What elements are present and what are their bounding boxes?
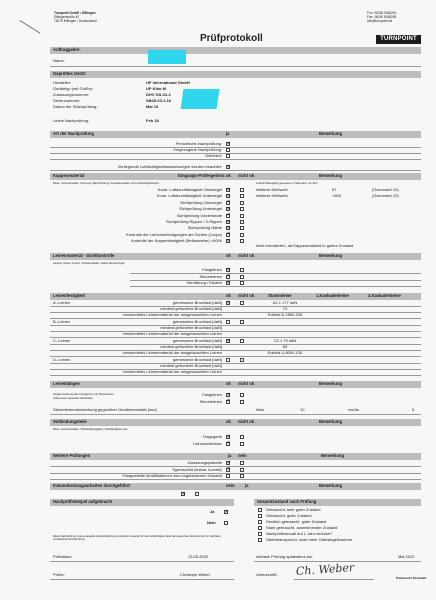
leinen-ok-checkbox[interactable] [226,281,230,285]
kappe-nok-checkbox[interactable] [240,226,244,230]
verbindung-nok-checkbox[interactable] [240,435,244,439]
kappe-item-label: Kontrolle der Kappenfestigkeit (Bettsometer) >6000 [130,238,222,244]
pruefdatum-value: 13.05.2020 [188,554,209,559]
fest-row-value: 74 [282,306,288,311]
leinen-nok-checkbox[interactable] [240,281,244,285]
contact-email: info@turnpoint.de [367,19,393,23]
fest-row-value: Edelrid A-7850-200 [267,312,303,317]
fest-row-label: mindest geforderte Bruchlast [daN] [160,306,222,311]
zustand-checkbox[interactable] [258,514,262,518]
art-item-checkbox[interactable] [226,154,230,158]
fest-nok-checkbox[interactable] [240,320,244,324]
leinen-nok-checkbox[interactable] [240,268,244,272]
kappe-nok-checkbox[interactable] [240,220,244,224]
leinen-header: Leinenmaterial - Sichtkontrolle ok nicht ok Bemerkung [50,253,421,260]
zustand-checkbox[interactable] [258,538,262,542]
kappe-item-label: Sichtprüfung Untersegel [179,206,222,212]
pruefdatum-label: Prüfdatum: [53,554,73,559]
kappe-nok-checkbox[interactable] [240,214,244,218]
weitere-header: Weitere Prüfungen ja nein Bemerkung [50,453,421,460]
steuer-label: Steuerleinenabweichung gegenüber Gerätekennblatt [mm] [53,407,157,412]
weitere-nein-checkbox[interactable] [240,474,244,478]
stempel-disclaimer: Diese Nachprüfung ist eine aktuelle Zustandsprüfung und keine Garantie für die Lufttüchtigkeit über den gesamten Zeitraum bis zur nächsten empfohlenen Nachprüfung. [53,535,221,542]
kappe-item-label: Kontrolle der Leinenbefestigungen am Schirm (Loops) [126,231,222,237]
device-field-value: UP Kibo M [146,86,166,91]
zustand-item-label: Stark gebraucht, ausreichender Zustand [266,525,338,530]
zustand-checkbox[interactable] [258,532,262,536]
art-item-checkbox[interactable] [226,165,230,169]
kappe-ok-checkbox[interactable] [226,214,230,218]
fest-row-label: gemessene Bruchlast [daN] [172,300,222,305]
kappe-item-label: Sichtprüfung Nähte [187,225,222,231]
fest-group-name: B.-Leinen [53,319,71,324]
kappe-desc: Risse, Scheuerstellen, Dehnung, Beschichtung, Reparaturstellen und Lufttüchtigkeitsprüf. [53,182,160,185]
kappe-ok-checkbox[interactable] [226,194,230,198]
page-title: Prüfprotokoll [200,33,263,44]
last-check-value: Feb 18 [146,118,159,123]
zustand-item-label: Deutlich gebraucht, guter Zustand [266,519,327,524]
kappe-meas-grenz: (Grenzwert 10) [372,187,399,192]
kappe-nok-checkbox[interactable] [240,239,244,243]
art-header: Art der Nachprüfung ja Bemerkung [50,131,421,138]
stempel-ja-label: Ja [210,509,215,514]
kappe-final-note: nicht erforderlich, da Kappenmaterial in gutem Zustand [256,243,354,248]
redaction-block [148,50,186,64]
kappe-header: Kappenmaterial Eingangs-Prüfergebnis: ok nicht ok Bemerkung [50,173,421,180]
zustand-item-label: Nachprüfintervall auf 1 Jahr verkürzt ! [266,531,333,536]
fest-group-name: C.-Leinen [53,338,71,343]
art-item-label: Gelichtet: [205,153,222,158]
instand-ja-checkbox[interactable] [195,492,199,496]
device-field-label: Hersteller: [53,80,72,85]
fest-row-label: verwendetes Leinenmaterial der ausgetauschten Leinen [122,369,222,374]
kappe-nok-checkbox[interactable] [240,233,244,237]
leinen-item-label: Vernähung / Knoten [186,280,222,285]
fest-row-value: Edelrid U-8000-130 [267,350,303,355]
contact-fon: Fon: 06036 9048261 [367,11,397,15]
zustand-item-label: Gebraucht, guter Zustand [266,513,312,518]
fest-ok-checkbox[interactable] [226,301,230,305]
device-field-value: XB45-03-1-16 [146,98,172,103]
zustand-checkbox[interactable] [258,520,262,524]
kappe-ok-checkbox[interactable] [226,201,230,205]
redaction-block [181,89,220,109]
links-value: 10 [300,407,305,412]
fest-row-label: verwendetes Leinenmaterial der ausgetauschten Leinen [122,331,222,336]
fest-row-label: verwendetes Leinenmaterial der ausgetauschten Leinen [122,350,222,355]
verbindung-ok-checkbox[interactable] [226,435,230,439]
pruefer-value: Christoph Weber [180,572,210,577]
leinen-item-label: Fangleinen [202,267,222,272]
kappe-ok-checkbox[interactable] [226,220,230,224]
device-field-value: DHV GS-01-2 [146,92,171,97]
verbindung-item-label: Leinenschlösser [193,440,222,446]
fest-group-name: D.-Leinen [53,357,71,362]
instand-nein-checkbox[interactable] [181,492,185,496]
fest-header: Leinenfestigkeit ok nicht ok Stammleine 1.Kaskadenleine 2.Kaskadenleine [50,293,421,300]
company-street: Ettlingerstraße 40 [54,15,80,19]
weitere-ja-checkbox[interactable] [226,474,230,478]
fest-row-value: 65 [282,344,288,349]
verbindung-nok-checkbox[interactable] [240,442,244,446]
leinen-ok-checkbox[interactable] [226,275,230,279]
fest-ok-checkbox[interactable] [226,320,230,324]
kappe-meas-value: 67 [332,187,337,192]
leinen-item-label: Steuerleinen [199,273,222,279]
kappe-nok-checkbox[interactable] [240,188,244,192]
kappe-meas-grenz: (Grenzwert 10) [372,193,399,199]
stempel-header: Nachprüfstempel aufgebracht [50,499,234,506]
device-header: Geprüftes Gerät: [50,71,421,78]
device-field-value: UP International GmbH [146,80,190,85]
fest-row-label: mindest geforderte Bruchlast [daN] [160,363,222,368]
kappe-meas-label: mittlerer Meßwert: [256,193,289,199]
laengen-ok-checkbox[interactable] [226,393,230,397]
links-label: links [256,407,265,412]
art-item-label: Periodische-Nachprüfung: [175,141,222,146]
verbindung-header: Verbindungsteile ok nicht ok Bemerkung [50,419,421,426]
kappe-meas-label: mittlerer Meßwert: [256,187,289,192]
fest-ok-checkbox[interactable] [226,339,230,343]
kappe-ok-checkbox[interactable] [226,207,230,211]
laengen-ok-checkbox[interactable] [226,400,230,404]
fest-nok-checkbox[interactable] [240,358,244,362]
page-stamp: Prüfbericht Deckblatt [396,576,427,580]
paper-crease [20,20,41,33]
kappe-item-label: Kontr. Luftdurchlässigkeit Obersegel [157,187,222,192]
kappe-ok-checkbox[interactable] [226,188,230,192]
kappe-ok-checkbox[interactable] [226,233,230,237]
art-item-label: Vorgezogene Nachprüfung: [173,147,222,152]
company-city: 76275 Ettlingen / Deutschland [54,19,97,23]
weitere-nein-checkbox[interactable] [240,468,244,472]
zustand-item-label: Überbeansprucht, nicht mehr Gütesiegelkonform [266,537,353,542]
company-name: Turnpoint GmbH • Ettlingen [54,11,96,15]
logo: TURNPOINT [376,35,421,44]
device-field-label: Zulassungsnummer: [53,92,90,97]
device-field-value: Mai 16 [146,104,159,109]
stempel-ja-checkbox[interactable] [224,510,228,514]
customer-header: Auftraggeber: [50,47,421,54]
signature: Ch. Weber [295,560,355,579]
kappe-nok-checkbox[interactable] [240,194,244,198]
kappe-nok-checkbox[interactable] [240,201,244,205]
fest-ok-checkbox[interactable] [226,358,230,362]
leinen-desc: Längen: Risse, Knoten, Scheuerstellen, starke Abnutzungen [53,262,125,265]
signature-label: Unterschrift: [256,572,278,577]
kappe-bem-note: Luftdurchlässigkeit gemessen in Sekunden mit JDC: [256,182,319,185]
contact-fax: Fax: 06036 9048265 [367,15,397,19]
fest-row-label: mindest geforderte Bruchlast [daN] [160,344,222,349]
instand-header: Instandsetzungsarbeiten durchgeführt: nein ja Bemerkung [50,483,421,490]
weitere-item-label: Typenschild (lesbar, korrekt) [171,466,222,472]
laengen-nok-checkbox[interactable] [240,400,244,404]
art-item-label: Vorliegende Lufttüchtigkeitsanweisungen wurden beachtet: [117,164,222,169]
laengen-desc-2: (siehe auch separates Messblatt) [53,397,93,400]
fest-row-label: gemessene Bruchlast [daN] [172,357,222,362]
verbindung-desc: Risse, Scheuerstellen, Schweißgüngigkeit, Vollständigkeit usw. [53,428,128,431]
fest-nok-checkbox[interactable] [240,301,244,305]
verbindung-ok-checkbox[interactable] [226,442,230,446]
fest-row-label: gemessene Bruchlast [daN] [172,319,222,324]
leinen-nok-checkbox[interactable] [240,275,244,279]
laengen-item-label: Steuerleinen [199,398,222,404]
zustand-checkbox[interactable] [258,508,262,512]
rechts-label: rechts [348,407,359,412]
laengen-header: Leinenlängen ok nicht ok Bemerkung [50,381,421,388]
fest-group-name: A.-Leinen [53,300,71,305]
kappe-ok-checkbox[interactable] [226,226,230,230]
pruefer-label: Prüfer: [53,572,66,577]
next-check-value: Mai 2022 [398,554,415,559]
fest-row-label: verwendetes Leinenmaterial der ausgetauschten Leinen [122,312,222,317]
next-check-label: nächste Prüfung spätestens bis: [256,554,313,559]
fest-nok-checkbox[interactable] [240,339,244,343]
weitere-ja-checkbox[interactable] [226,468,230,472]
weitere-nein-checkbox[interactable] [240,461,244,465]
device-field-label: Datum der Stückprüfung: [53,104,98,109]
weitere-item-label: Festgestellte Modifikationen zum zugelassenen Zustand [122,473,222,478]
last-check-label: Letzte Nachprüfung: [53,118,90,123]
kappe-item-label: Sichtprüfung Obersegel [179,199,222,205]
verbindung-item-label: Tragegurte [202,434,222,439]
kappe-meas-value: >500 [332,193,342,199]
zustand-header: Gesamtzustand nach Prüfung [254,499,421,506]
laengen-nok-checkbox[interactable] [240,393,244,397]
fest-row-label: gemessene Bruchlast [daN] [172,338,222,343]
laengen-desc-1: Längenmessung aller Fangleinen und Steuerleinen [53,393,114,396]
kappe-nok-checkbox[interactable] [240,207,244,211]
zustand-item-label: Gebraucht, sehr guter Zustand [266,507,321,512]
customer-name-label: Name: [53,58,65,63]
weitere-ja-checkbox[interactable] [226,461,230,465]
fest-row-value: C2.1 79 daN [273,338,297,343]
kappe-item-label: Sichtprüfung Rippen / V-Rippen [165,219,222,224]
rechts-value: 5 [412,407,415,412]
laengen-item-label: Fangleinen [202,392,222,397]
stempel-nein-checkbox[interactable] [224,521,228,525]
zustand-checkbox[interactable] [258,526,262,530]
weitere-item-label: Zulassungsplakette [187,460,222,465]
kappe-item-label: Sichtprüfung Vorderkante [176,212,222,218]
kappe-item-label: Kontr. Luftdurchlässigkeit Untersegel [156,193,222,199]
art-item-checkbox[interactable] [226,148,230,152]
fest-row-label: mindest geforderte Bruchlast [daN] [160,325,222,330]
stempel-nein-label: Nein [207,520,216,525]
fest-row-value: A1.1 177 daN [272,300,298,305]
leinen-ok-checkbox[interactable] [226,268,230,272]
device-field-label: Gerätetyp (mit Größe): [53,86,94,91]
kappe-ok-checkbox[interactable] [226,239,230,243]
device-field-label: Seriennummer: [53,98,81,103]
art-item-checkbox[interactable] [226,142,230,146]
